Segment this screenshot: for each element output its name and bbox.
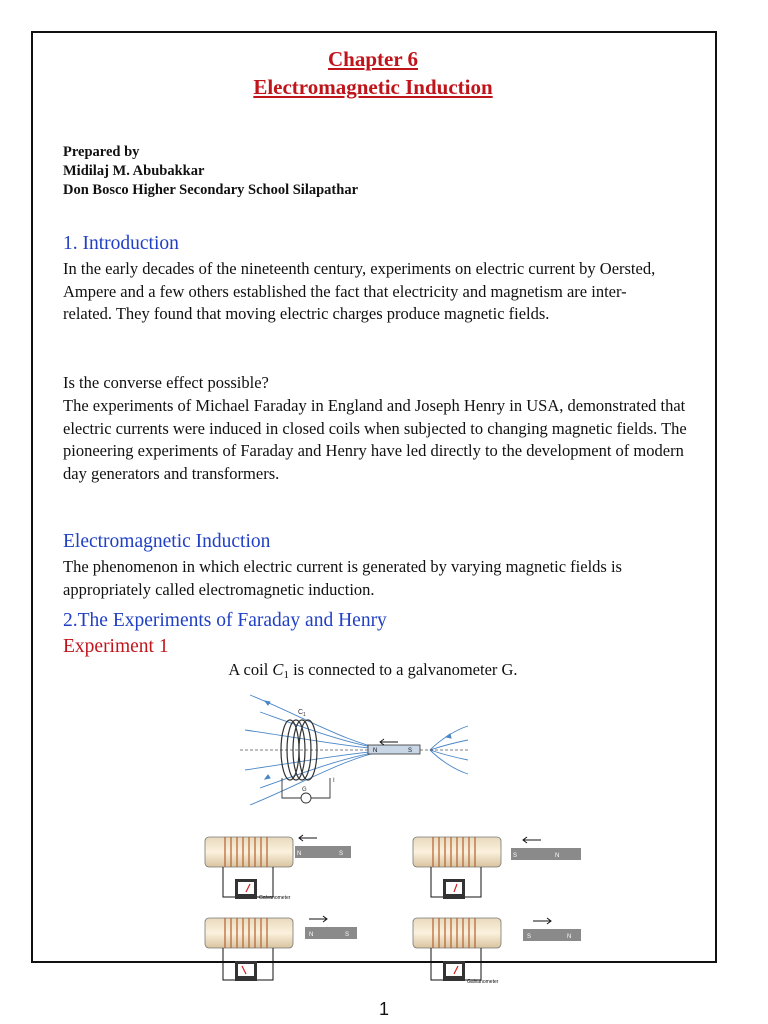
magnet-s: S	[339, 851, 344, 857]
magnet-s: S	[527, 934, 532, 940]
magnet-s: S	[513, 853, 518, 859]
coil-magnet-figure	[240, 690, 470, 810]
intro-heading: 1. Introduction	[63, 233, 179, 254]
author-name: Midilaj M. Abubakkar	[63, 163, 205, 179]
experiments-heading: 2.The Experiments of Faraday and Henry	[63, 610, 387, 631]
intro-paragraph	[63, 258, 663, 326]
experiment1-heading: Experiment 1	[63, 636, 169, 657]
title-block	[0, 45, 746, 101]
page-number: 1	[378, 999, 389, 1019]
experiment1-caption	[0, 660, 746, 681]
galvanometer-symbol	[301, 793, 311, 803]
question-text: Is the converse effect possible?	[63, 373, 269, 392]
magnet-n: N	[567, 934, 572, 940]
intro-text: In the early decades of the nineteenth century, experiments on electric current by Oersted, Ampere and a few others established the fact that electricity and magnetism are inter-related. They found that moving electric charges produce magnetic fields.	[63, 259, 656, 323]
magnet-n: N	[555, 853, 560, 859]
galvanometer-label: G	[302, 787, 307, 793]
coil-label: C	[298, 709, 304, 716]
emi-text: The phenomenon in which electric current is generated by varying magnetic fields is appropriately called electromagnetic induction.	[63, 557, 622, 599]
motion-arrow	[380, 739, 398, 745]
setup-4	[413, 918, 581, 985]
caption-pre: A coil	[228, 660, 273, 679]
school-name: Don Bosco Higher Secondary School Silapathar	[63, 182, 358, 198]
faraday-paragraph	[63, 395, 703, 485]
coil-setups-figure	[195, 825, 595, 990]
author-block	[63, 143, 358, 200]
faraday-text: The experiments of Michael Faraday in England and Joseph Henry in USA, demonstrated that electric currents were induced in closed coils when subjected to changing magnetic fields. The pioneering experiments of Faraday and Henry have led directly to the development of modern day generators and transformers.	[63, 396, 687, 483]
setup-2	[413, 837, 581, 899]
caption-symbol: C	[272, 660, 284, 679]
prepared-by: Prepared by	[63, 144, 140, 160]
question-paragraph	[63, 372, 713, 395]
current-label: I	[333, 778, 335, 784]
galvanometer-text: Galvanometer	[259, 895, 291, 901]
magnet-s: S	[408, 748, 413, 754]
galvanometer-text: Galvanometer	[467, 979, 499, 985]
magnet-n: N	[373, 748, 378, 754]
magnet-n: N	[309, 932, 314, 938]
chapter-number: Chapter 6	[327, 47, 419, 71]
caption-subscript: 1	[283, 669, 289, 681]
coil-label-sub: 1	[303, 712, 306, 718]
emi-paragraph	[63, 556, 623, 601]
magnet-n: N	[297, 851, 302, 857]
magnet-s: S	[345, 932, 350, 938]
chapter-title: Electromagnetic Induction	[253, 75, 493, 99]
setup-3	[205, 916, 357, 981]
emi-heading: Electromagnetic Induction	[63, 531, 271, 552]
caption-post: is connected to a galvanometer G.	[288, 660, 518, 679]
setup-1	[205, 835, 351, 901]
